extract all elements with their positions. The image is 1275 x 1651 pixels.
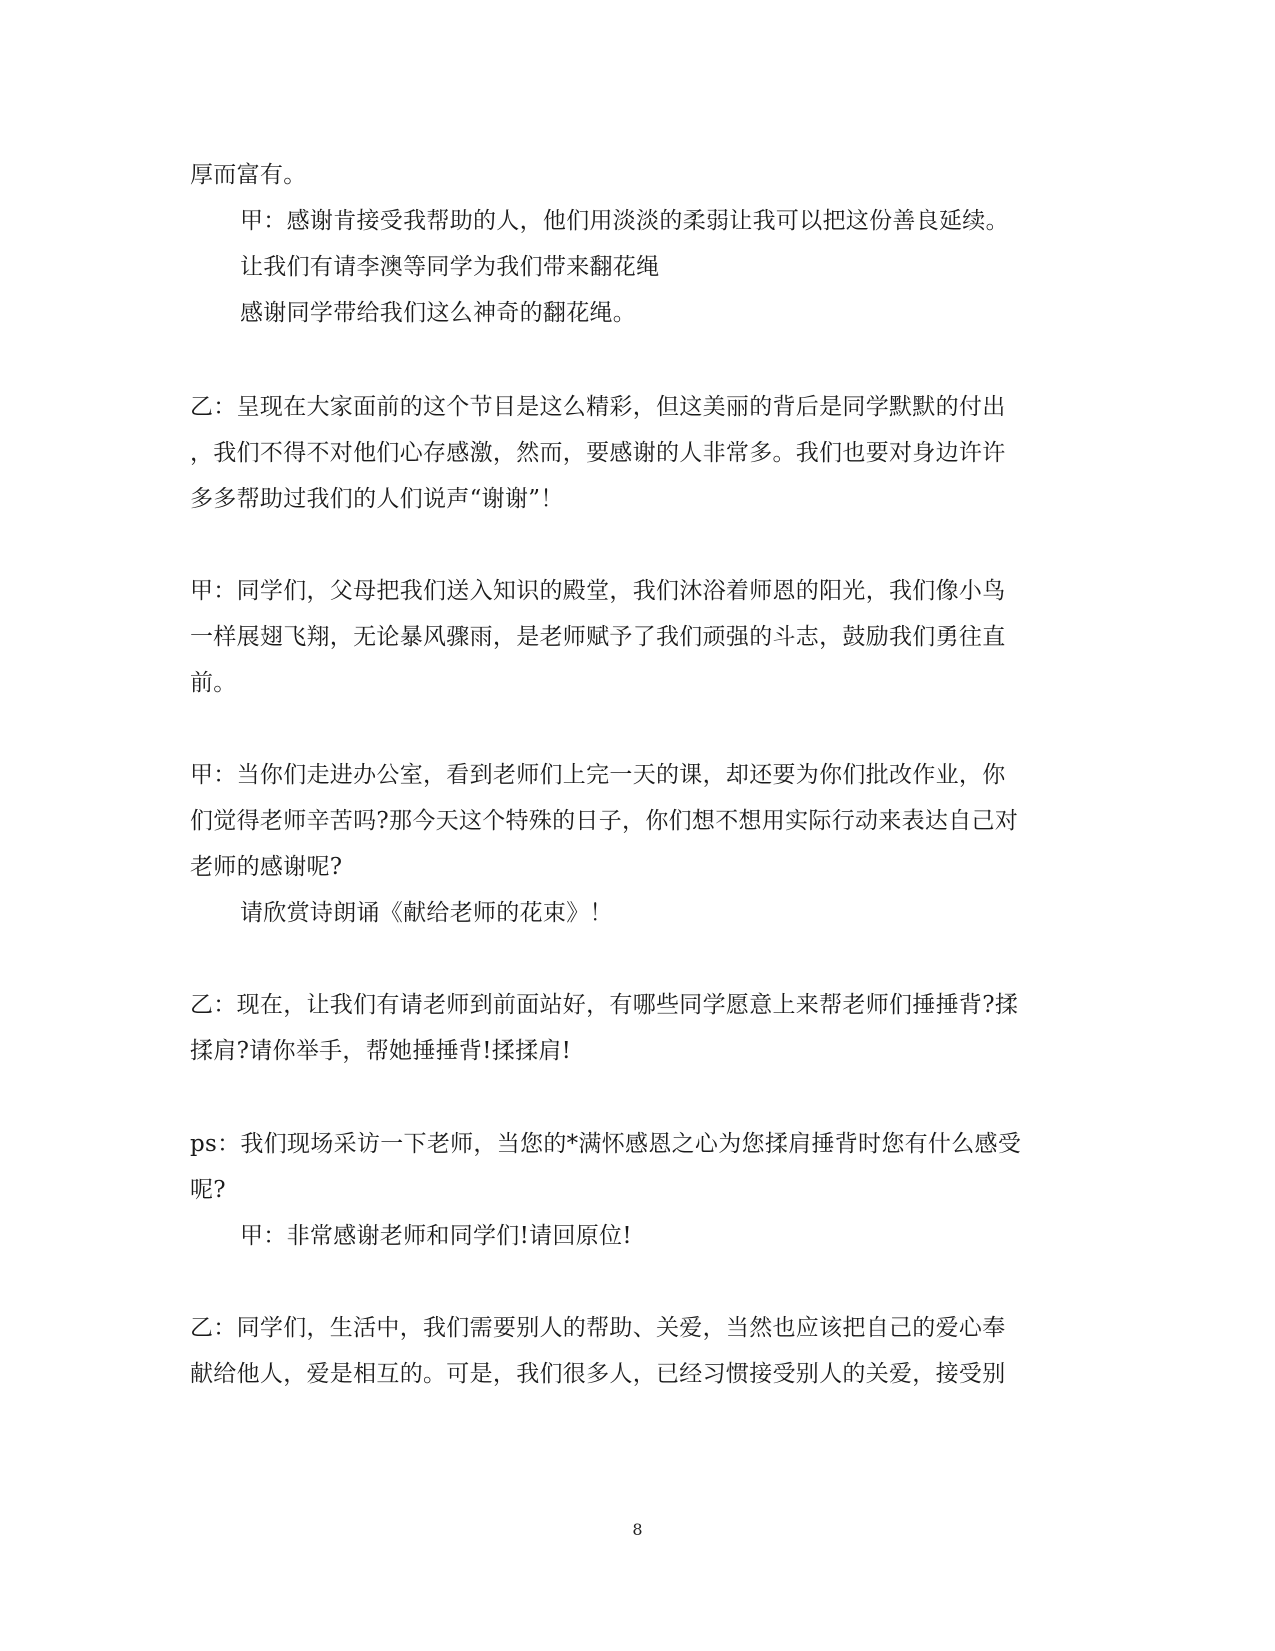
text-line-21: 献给他人，爱是相互的。可是，我们很多人，已经习惯接受别人的关爱，接受别 — [190, 1361, 1006, 1387]
page-number: 8 — [632, 1520, 643, 1539]
text-line-1: 厚而富有。 — [190, 162, 307, 188]
text-line-6: ，我们不得不对他们心存感激，然而，要感谢的人非常多。我们也要对身边许许 — [190, 440, 1006, 466]
text-line-9: 一样展翅飞翔，无论暴风骤雨，是老师赋予了我们顽强的斗志，鼓励我们勇往直 — [190, 624, 1006, 650]
text-line-14: 请欣赏诗朗诵《献给老师的花束》！ — [240, 900, 613, 926]
text-line-2: 甲：感谢肯接受我帮助的人，他们用淡淡的柔弱让我可以把这份善良延续。 — [240, 208, 1009, 234]
text-line-16: 揉肩?请你举手，帮她捶捶背!揉揉肩! — [190, 1038, 572, 1064]
text-line-13: 老师的感谢呢? — [190, 854, 343, 880]
text-line-19: 甲：非常感谢老师和同学们!请回原位! — [240, 1223, 632, 1249]
text-line-3: 让我们有请李澳等同学为我们带来翻花绳 — [240, 254, 660, 280]
text-line-5: 乙：呈现在大家面前的这个节目是这么精彩，但这美丽的背后是同学默默的付出 — [190, 394, 1006, 420]
text-line-15: 乙：现在，让我们有请老师到前面站好，有哪些同学愿意上来帮老师们捶捶背?揉 — [190, 992, 1019, 1018]
text-line-11: 甲：当你们走进办公室，看到老师们上完一天的课，却还要为你们批改作业，你 — [190, 762, 1006, 788]
text-line-4: 感谢同学带给我们这么神奇的翻花绳。 — [240, 300, 637, 326]
text-line-20: 乙：同学们，生活中，我们需要别人的帮助、关爱，当然也应该把自己的爱心奉 — [190, 1315, 1006, 1341]
text-line-8: 甲：同学们，父母把我们送入知识的殿堂，我们沐浴着师恩的阳光，我们像小鸟 — [190, 578, 1006, 604]
text-line-10: 前。 — [190, 670, 237, 696]
text-line-17: ps：我们现场采访一下老师，当您的*满怀感恩之心为您揉肩捶背时您有什么感受 — [190, 1131, 1022, 1157]
text-line-18: 呢? — [190, 1177, 226, 1203]
text-line-12: 们觉得老师辛苦吗?那今天这个特殊的日子，你们想不想用实际行动来表达自己对 — [190, 808, 1019, 834]
text-line-7: 多多帮助过我们的人们说声“谢谢”！ — [190, 486, 564, 512]
